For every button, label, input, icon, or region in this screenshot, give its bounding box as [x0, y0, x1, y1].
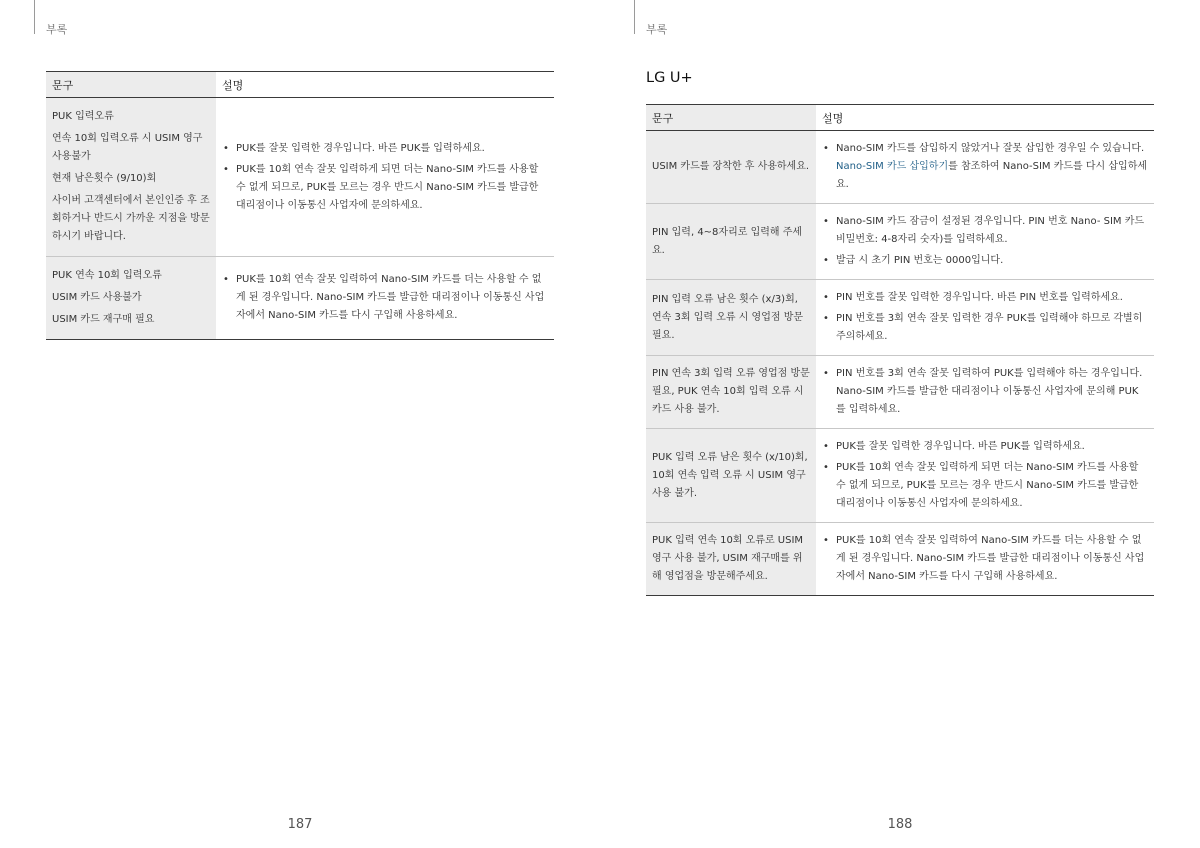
description-cell	[216, 257, 554, 340]
running-head: 부록	[646, 23, 668, 36]
table-row	[646, 429, 1154, 523]
column-header-message: 문구	[46, 72, 216, 98]
page-number: 188	[887, 817, 913, 832]
message-line: USIM 카드 재구매 필요	[52, 314, 155, 325]
right-page	[600, 0, 1200, 848]
message-line: 사이버 고객센터에서 본인인증 후 조회하거나 반드시 가까운 지점을 방문하시기 바랍니다.	[52, 195, 210, 242]
bullet-item: • PIN 번호를 3회 연속 잘못 입력한 경우 PUK를 입력해야 하므로 각별히 주의하세요.	[822, 310, 1148, 346]
bullet-item: • PUK를 10회 연속 잘못 입력하게 되면 더는 Nano-SIM 카드를 사용할 수 없게 되므로, PUK를 모르는 경우 반드시 Nano-SIM 카드를 발급한 대리점이나 이동통신 사업자에 문의하세요.	[222, 161, 548, 215]
table-row	[46, 98, 554, 257]
lgu-message-table	[646, 104, 1154, 596]
message-cell: PUK 입력 연속 10회 오류로 USIM 영구 사용 불가, USIM 재구매를 위해 영업점을 방문해주세요.	[646, 523, 816, 596]
table-header-row	[646, 105, 1154, 131]
bullet-item: • PUK를 10회 연속 잘못 입력하여 Nano-SIM 카드를 더는 사용할 수 없게 된 경우입니다. Nano-SIM 카드를 발급한 대리점이나 이동통신 사업자에서 Nano-SIM 카드를 다시 구입해 사용하세요.	[222, 271, 548, 325]
section-title: LG U+	[646, 70, 693, 86]
bullet-item: • PUK를 10회 연속 잘못 입력하게 되면 더는 Nano-SIM 카드를 사용할 수 없게 되므로, PUK를 모르는 경우 반드시 Nano-SIM 카드를 발급한 대리점이나 이동통신 사업자에 문의하세요.	[822, 459, 1148, 513]
description-cell	[816, 523, 1154, 596]
message-cell	[46, 98, 216, 257]
message-line: PUK 연속 10회 입력오류	[52, 270, 162, 281]
column-header-description: 설명	[816, 105, 1154, 131]
bullet-item: • PIN 번호를 잘못 입력한 경우입니다. 바른 PIN 번호를 입력하세요.	[822, 289, 1148, 307]
message-cell: PIN 연속 3회 입력 오류 영업점 방문 필요, PUK 연속 10회 입력 오류 시 카드 사용 불가.	[646, 356, 816, 429]
message-cell: USIM 카드를 장착한 후 사용하세요.	[646, 131, 816, 204]
message-line: 연속 10회 입력오류 시 USIM 영구 사용불가	[52, 133, 203, 162]
bullet-item: • PUK를 잘못 입력한 경우입니다. 바른 PUK를 입력하세요.	[222, 140, 548, 158]
message-line: PUK 입력오류	[52, 111, 114, 122]
bullet-item: • Nano-SIM 카드 잠금이 설정된 경우입니다. PIN 번호 Nano- SIM 카드 비밀번호: 4-8자리 숫자)를 입력하세요.	[822, 213, 1148, 249]
message-cell: PIN 입력, 4~8자리로 입력해 주세요.	[646, 204, 816, 280]
bullet-text: Nano-SIM 카드를 삽입하지 않았거나 잘못 삽입한 경우일 수 있습니다.	[836, 143, 1145, 154]
page-number: 187	[287, 817, 313, 832]
margin-rule	[34, 0, 35, 34]
sim-message-table	[46, 71, 554, 340]
column-header-description: 설명	[216, 72, 554, 98]
message-line: USIM 카드 사용불가	[52, 292, 142, 303]
description-cell	[216, 98, 554, 257]
bullet-item: • PUK를 10회 연속 잘못 입력하여 Nano-SIM 카드를 더는 사용할 수 없게 된 경우입니다. Nano-SIM 카드를 발급한 대리점이나 이동통신 사업자에서 Nano-SIM 카드를 다시 구입해 사용하세요.	[822, 532, 1148, 586]
bullet-item: • 발급 시 초기 PIN 번호는 0000입니다.	[822, 252, 1148, 270]
description-cell	[816, 131, 1154, 204]
bullet-item: • PUK를 잘못 입력한 경우입니다. 바른 PUK를 입력하세요.	[822, 438, 1148, 456]
column-header-message: 문구	[646, 105, 816, 131]
sim-insert-link[interactable]: Nano-SIM 카드 삽입하기	[836, 161, 949, 172]
running-head: 부록	[46, 23, 68, 36]
table-row	[646, 280, 1154, 356]
message-cell	[46, 257, 216, 340]
bullet-item	[822, 140, 1148, 194]
table-row	[646, 204, 1154, 280]
description-cell	[816, 429, 1154, 523]
message-cell: PUK 입력 오류 남은 횟수 (x/10)회, 10회 연속 입력 오류 시 USIM 영구 사용 불가.	[646, 429, 816, 523]
table-row	[646, 523, 1154, 596]
description-cell	[816, 280, 1154, 356]
table-row	[646, 131, 1154, 204]
table-row	[646, 356, 1154, 429]
table-header-row	[46, 72, 554, 98]
message-cell: PIN 입력 오류 남은 횟수 (x/3)회, 연속 3회 입력 오류 시 영업점 방문 필요.	[646, 280, 816, 356]
table-row	[46, 257, 554, 340]
bullet-item: • PIN 번호를 3회 연속 잘못 입력하여 PUK를 입력해야 하는 경우입니다. Nano-SIM 카드를 발급한 대리점이나 이동통신 사업자에 문의해 PUK를 입력하세요.	[822, 365, 1148, 419]
margin-rule	[634, 0, 635, 34]
description-cell	[816, 204, 1154, 280]
description-cell	[816, 356, 1154, 429]
message-line: 현재 남은횟수 (9/10)회	[52, 173, 157, 184]
bullet-text: 를 참조하여 Nano-SIM 카드를 다시 삽입하세요.	[836, 161, 1148, 190]
